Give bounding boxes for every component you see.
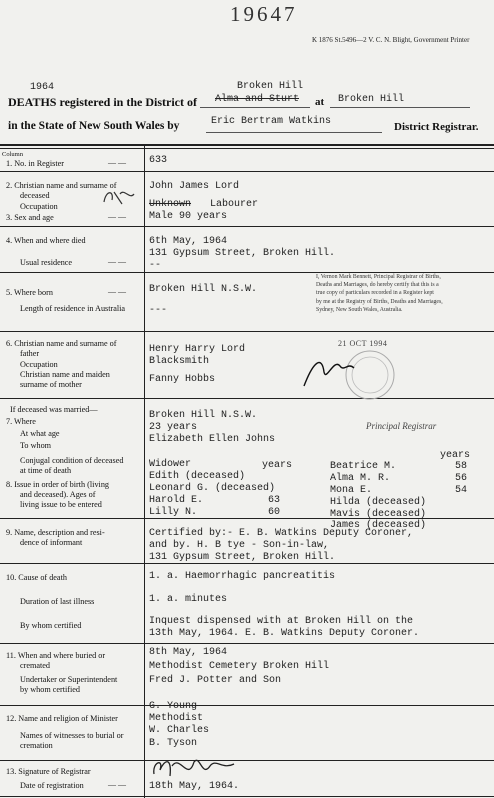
value-certified-2: 13th May, 1964. E. B. Watkins Deputy Coroner. — [149, 628, 420, 639]
label-if-married: If deceased was married— — [10, 405, 98, 414]
label-date-registration: Date of registration — [20, 781, 84, 790]
value-years-b: years — [440, 450, 471, 461]
value-father: Henry Harry Lord — [149, 344, 246, 355]
value-no: 633 — [149, 155, 168, 166]
issue-right-name: Mona E. — [330, 485, 373, 496]
label-length-residence: Length of residence in Australia — [20, 304, 126, 313]
place-value: Broken Hill — [338, 94, 405, 105]
value-residence: 131 Gypsum Street, Broken Hill. — [149, 248, 336, 259]
issue-left-age: 60 — [268, 507, 281, 518]
principal-registrar-label: Principal Registrar — [366, 421, 437, 431]
label-when-where-died: 4. When and where died — [6, 236, 86, 245]
label-father-occupation: Occupation — [20, 360, 58, 369]
label-issue: 8. Issue in order of birth (living — [6, 480, 110, 489]
label-where-born: 5. Where born — [6, 288, 53, 297]
value-duration: 1. a. minutes — [149, 594, 228, 605]
value-married-to: Elizabeth Ellen Johns — [149, 434, 276, 445]
label-mother-name: Christian name and maiden — [20, 370, 110, 379]
label-witnesses: Names of witnesses to burial or — [20, 731, 124, 740]
label-informant: 9. Name, description and resi- — [6, 528, 105, 537]
label-undertaker-2: by whom certified — [20, 685, 81, 694]
issue-left-name: Leonard G. (deceased) — [149, 483, 276, 494]
value-informant-3: 131 Gypsum Street, Broken Hill. — [149, 552, 336, 563]
value-conjugal: Widower — [149, 459, 192, 470]
label-issue-2: and deceased). Ages of — [20, 490, 96, 499]
registrar-name: Eric Bertram Watkins — [211, 116, 332, 127]
initials-signature — [100, 186, 140, 210]
registrar-title: District Registrar. — [394, 121, 479, 133]
label-issue-3: living issue to be entered — [20, 500, 102, 509]
label-conjugal: Conjugal condition of deceased — [20, 456, 124, 465]
label-usual-residence: Usual residence — [20, 258, 73, 267]
stamp-date: 21 OCT 1994 — [338, 339, 388, 348]
label-married-age: At what age — [20, 429, 60, 438]
issue-left-name: Harold E. — [149, 495, 204, 506]
label-conjugal-time: at time of death — [20, 466, 72, 475]
value-undertaker: Fred J. Potter and Son — [149, 675, 282, 686]
at-label: at — [315, 96, 325, 108]
deaths-title: DEATHS registered in the District of — [8, 95, 197, 109]
stamp-line: Sydney, New South Wales, Australia. — [316, 306, 403, 313]
district-value: Broken Hill — [237, 81, 304, 92]
registrar-signature — [150, 752, 240, 786]
value-reg-date: 18th May, 1964. — [149, 781, 240, 792]
value-certified-1: Inquest dispensed with at Broken Hill on the — [149, 616, 414, 627]
value-informant-2: and by. H. B tye - Son-in-law, — [149, 540, 330, 551]
value-occupation-struck: Unknown — [149, 199, 192, 210]
stamp-line: by me at the Registry of Births, Deaths and Marriages, — [316, 298, 443, 305]
issue-right-name: Beatrice M. — [330, 461, 397, 472]
value-minister-2: Methodist — [149, 713, 204, 724]
label-buried: 11. When and where buried or — [6, 651, 106, 660]
value-name: John James Lord — [149, 181, 240, 192]
value-years-a: years — [262, 460, 293, 471]
label-father: father — [20, 349, 40, 358]
value-buried-1: 8th May, 1964 — [149, 647, 228, 658]
state-line: in the State of New South Wales by — [8, 120, 180, 132]
value-mother: Fanny Hobbs — [149, 374, 216, 385]
column-header: Column — [2, 151, 23, 158]
certification-stamp — [316, 273, 443, 314]
label-mother-surname: surname of mother — [20, 380, 82, 389]
issue-right-name: Mavis (deceased) — [330, 509, 427, 520]
label-occupation: Occupation — [20, 202, 58, 211]
label-no-in-register: 1. No. in Register — [6, 159, 64, 168]
label-informant-2: dence of informant — [20, 538, 83, 547]
value-witness-1: W. Charles — [149, 725, 210, 736]
value-father-occ: Blacksmith — [149, 356, 210, 367]
issue-right-name: Hilda (deceased) — [330, 497, 427, 508]
value-married-age: 23 years — [149, 422, 198, 433]
value-sex-age: Male 90 years — [149, 211, 228, 222]
label-minister: 12. Name and religion of Minister — [6, 714, 118, 723]
value-residence-dash: -- — [149, 260, 162, 271]
value-buried-2: Methodist Cemetery Broken Hill — [149, 661, 330, 672]
year-value: 1964 — [30, 82, 55, 93]
issue-left-name: Edith (deceased) — [149, 471, 246, 482]
issue-left-name: Lilly N. — [149, 507, 198, 518]
value-informant-1: Certified by:- E. B. Watkins Deputy Coroner, — [149, 528, 414, 539]
label-undertaker: Undertaker or Superintendent — [20, 675, 118, 684]
issue-right-name: Alma M. R. — [330, 473, 391, 484]
label-married-to: To whom — [20, 441, 52, 450]
value-length: --- — [149, 305, 168, 316]
issue-right-age: 56 — [455, 473, 468, 484]
stamp-line: Deaths and Marriages, do hereby certify that this is a — [316, 282, 439, 289]
label-christian-name: 2. Christian name and surname of — [6, 181, 117, 190]
value-witness-2: B. Tyson — [149, 738, 198, 749]
label-cremated: cremated — [20, 661, 50, 670]
stamp-line: true copy of particulars recorded in a Register kept — [316, 290, 434, 297]
label-father-name: 6. Christian name and surname of — [6, 339, 117, 348]
value-occupation: Labourer — [210, 199, 259, 210]
printer-line: K 1876 St.5496—2 V. C. N. Blight, Government Printer — [312, 36, 470, 44]
label-sex-age: 3. Sex and age — [6, 213, 54, 222]
label-certified: By whom certified — [20, 621, 82, 630]
principal-registrar-signature — [296, 352, 376, 392]
issue-left-age: 63 — [268, 495, 281, 506]
label-duration: Duration of last illness — [20, 597, 95, 606]
value-died: 6th May, 1964 — [149, 236, 228, 247]
value-born: Broken Hill N.S.W. — [149, 284, 258, 295]
label-married-where: 7. Where — [6, 417, 36, 426]
issue-right-age: 58 — [455, 461, 468, 472]
register-number: 19647 — [230, 2, 298, 26]
label-signature: 13. Signature of Registrar — [6, 767, 91, 776]
label-witnesses-2: cremation — [20, 741, 53, 750]
stamp-line: I, Vernon Mark Bennett, Principal Registrar of Births, — [316, 274, 441, 280]
label-deceased: deceased — [20, 191, 50, 200]
value-minister-1: G. Young — [149, 701, 198, 712]
value-married-where: Broken Hill N.S.W. — [149, 410, 258, 421]
label-cause-death: 10. Cause of death — [6, 573, 67, 582]
district-struck-value: Alma and Sturt — [215, 94, 300, 105]
value-cause: 1. a. Haemorrhagic pancreatitis — [149, 571, 336, 582]
issue-right-age: 54 — [455, 485, 468, 496]
issue-right-name: James (deceased) — [330, 520, 427, 531]
